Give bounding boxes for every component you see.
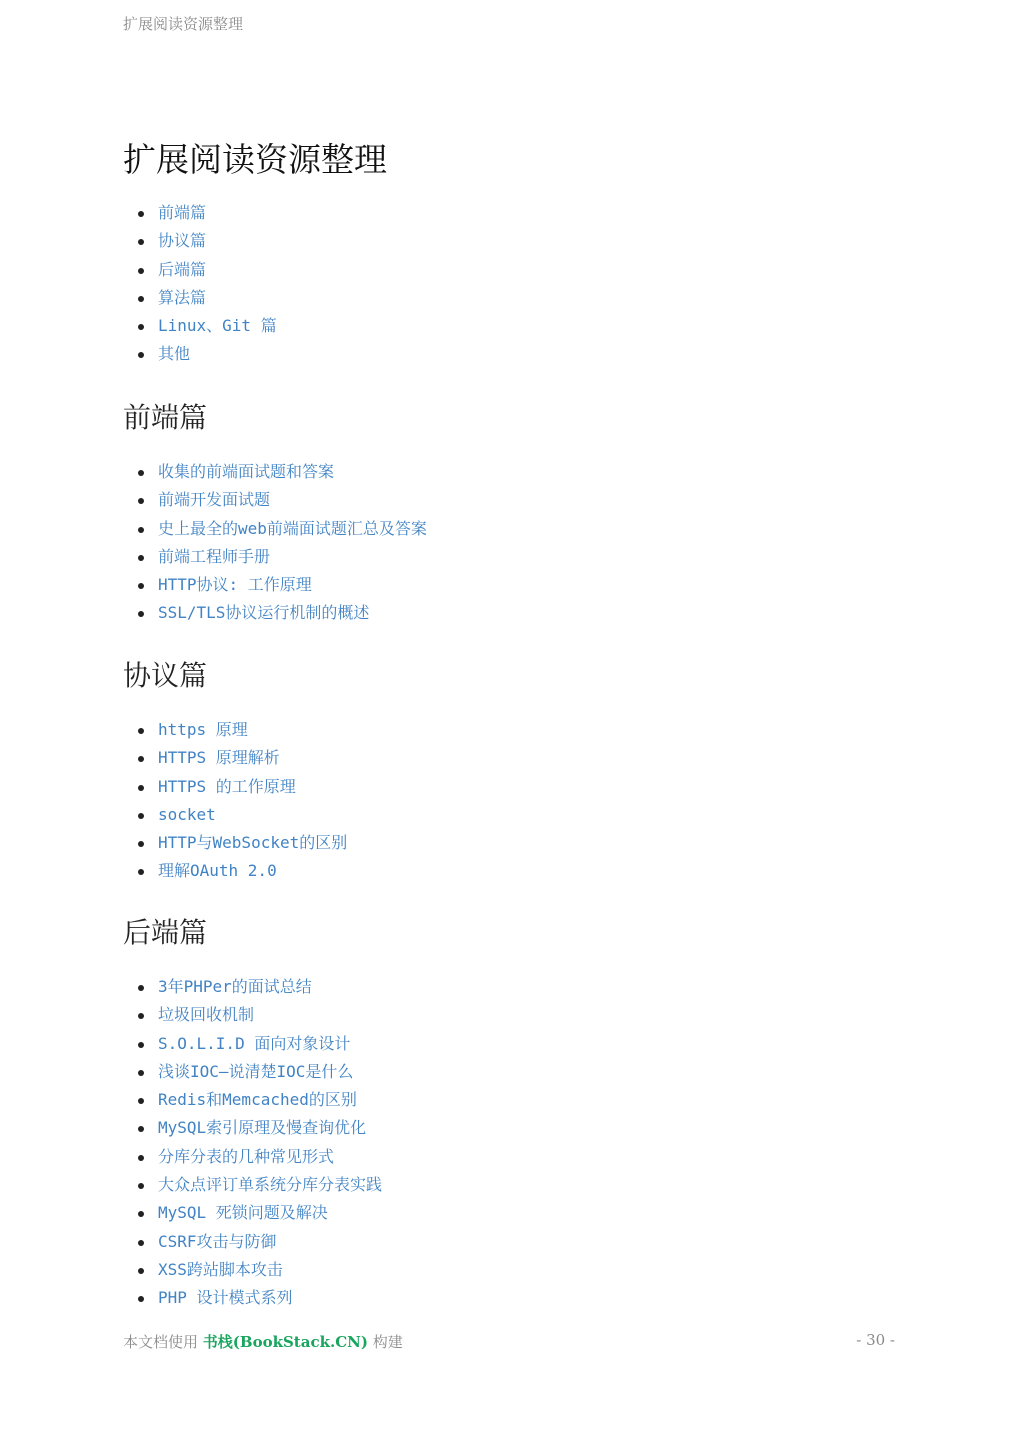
resource-link[interactable]: socket [158,804,216,824]
toc-link-linux-git[interactable]: Linux、Git 篇 [158,316,277,336]
resource-link[interactable]: https 原理 [158,720,248,739]
toc-item [123,227,277,255]
toc-link-frontend[interactable]: 前端篇 [158,203,207,222]
bullet-icon [138,352,144,358]
list-item [123,571,427,599]
resource-link[interactable]: 前端工程师手册 [158,546,271,566]
protocol-link-list [123,716,347,886]
toc-item [123,199,277,227]
resource-link[interactable]: S.O.L.I.D 面向对象设计 [158,1033,351,1053]
resource-link[interactable]: 浅谈IOC—说清楚IOC是什么 [158,1061,354,1081]
footer-prefix: 本文档使用 [123,1333,199,1351]
bullet-icon [138,239,144,245]
toc-link-other[interactable]: 其他 [158,344,191,364]
footer-suffix: 构建 [372,1333,403,1351]
bullet-icon [138,1240,144,1246]
bullet-icon [138,841,144,847]
list-item [123,1256,382,1284]
bullet-icon [138,1183,144,1189]
bullet-icon [138,869,144,875]
list-item [123,1171,382,1199]
resource-link[interactable]: 垃圾回收机制 [158,1005,255,1025]
page-number: - 30 - [856,1331,895,1349]
list-item [123,1001,382,1029]
resource-link[interactable]: MySQL索引原理及慢查询优化 [158,1118,367,1138]
list-item [123,543,427,571]
list-item [123,1058,382,1086]
bookstack-link[interactable]: 书栈(BookStack.CN) [202,1333,368,1351]
list-item [123,801,347,829]
list-item [123,829,347,857]
bullet-icon [138,498,144,504]
bullet-icon [138,324,144,330]
resource-link[interactable]: HTTPS 原理解析 [158,748,280,768]
page-footer [123,1331,403,1352]
list-item [123,857,347,885]
bullet-icon [138,1042,144,1048]
resource-link[interactable]: 3年PHPer的面试总结 [158,977,312,996]
list-item [123,599,427,627]
bullet-icon [138,296,144,302]
resource-link[interactable]: XSS跨站脚本攻击 [158,1259,283,1279]
toc-link-protocol[interactable]: 协议篇 [158,231,207,251]
bullet-icon [138,728,144,734]
bullet-icon [138,985,144,991]
bullet-icon [138,211,144,217]
toc-list [123,199,277,369]
list-item [123,1228,382,1256]
list-item [123,1284,382,1312]
toc-item [123,312,277,340]
toc-link-backend[interactable]: 后端篇 [158,259,207,279]
bullet-icon [138,555,144,561]
list-item [123,716,347,744]
resource-link[interactable]: SSL/TLS协议运行机制的概述 [158,603,370,623]
section-heading-backend: 后端篇 [123,916,208,949]
list-item [123,458,427,486]
bullet-icon [138,268,144,274]
bullet-icon [138,1098,144,1104]
list-item [123,973,382,1001]
bullet-icon [138,1268,144,1274]
bullet-icon [138,1126,144,1132]
resource-link[interactable]: CSRF攻击与防御 [158,1231,277,1251]
toc-item [123,340,277,368]
toc-item [123,256,277,284]
list-item [123,1143,382,1171]
bullet-icon [138,1155,144,1161]
bullet-icon [138,611,144,617]
resource-link[interactable]: 史上最全的web前端面试题汇总及答案 [158,518,427,538]
bullet-icon [138,527,144,533]
resource-link[interactable]: 前端开发面试题 [158,490,271,510]
bullet-icon [138,756,144,762]
bullet-icon [138,1070,144,1076]
backend-link-list [123,973,382,1313]
resource-link[interactable]: 收集的前端面试题和答案 [158,462,335,481]
bullet-icon [138,1211,144,1217]
resource-link[interactable]: 分库分表的几种常见形式 [158,1146,335,1166]
list-item [123,744,347,772]
bullet-icon [138,1296,144,1302]
list-item [123,486,427,514]
list-item [123,1086,382,1114]
frontend-link-list [123,458,427,628]
section-heading-frontend: 前端篇 [123,401,208,434]
list-item [123,1114,382,1142]
section-heading-protocol: 协议篇 [123,659,208,692]
resource-link[interactable]: HTTP与WebSocket的区别 [158,833,348,853]
bullet-icon [138,813,144,819]
list-item [123,1030,382,1058]
resource-link[interactable]: MySQL 死锁问题及解决 [158,1203,328,1223]
list-item [123,1199,382,1227]
resource-link[interactable]: Redis和Memcached的区别 [158,1090,357,1110]
running-header: 扩展阅读资源整理 [123,15,244,33]
resource-link[interactable]: PHP 设计模式系列 [158,1288,293,1308]
toc-item [123,284,277,312]
bullet-icon [138,470,144,476]
resource-link[interactable]: 大众点评订单系统分库分表实践 [158,1175,383,1195]
resource-link[interactable]: HTTP协议: 工作原理 [158,575,312,595]
page-title: 扩展阅读资源整理 [123,140,387,179]
resource-link[interactable]: HTTPS 的工作原理 [158,776,296,796]
list-item [123,515,427,543]
bullet-icon [138,785,144,791]
list-item [123,773,347,801]
bullet-icon [138,1013,144,1019]
resource-link[interactable]: 理解OAuth 2.0 [158,861,277,881]
bullet-icon [138,583,144,589]
toc-link-algorithm[interactable]: 算法篇 [158,287,207,307]
